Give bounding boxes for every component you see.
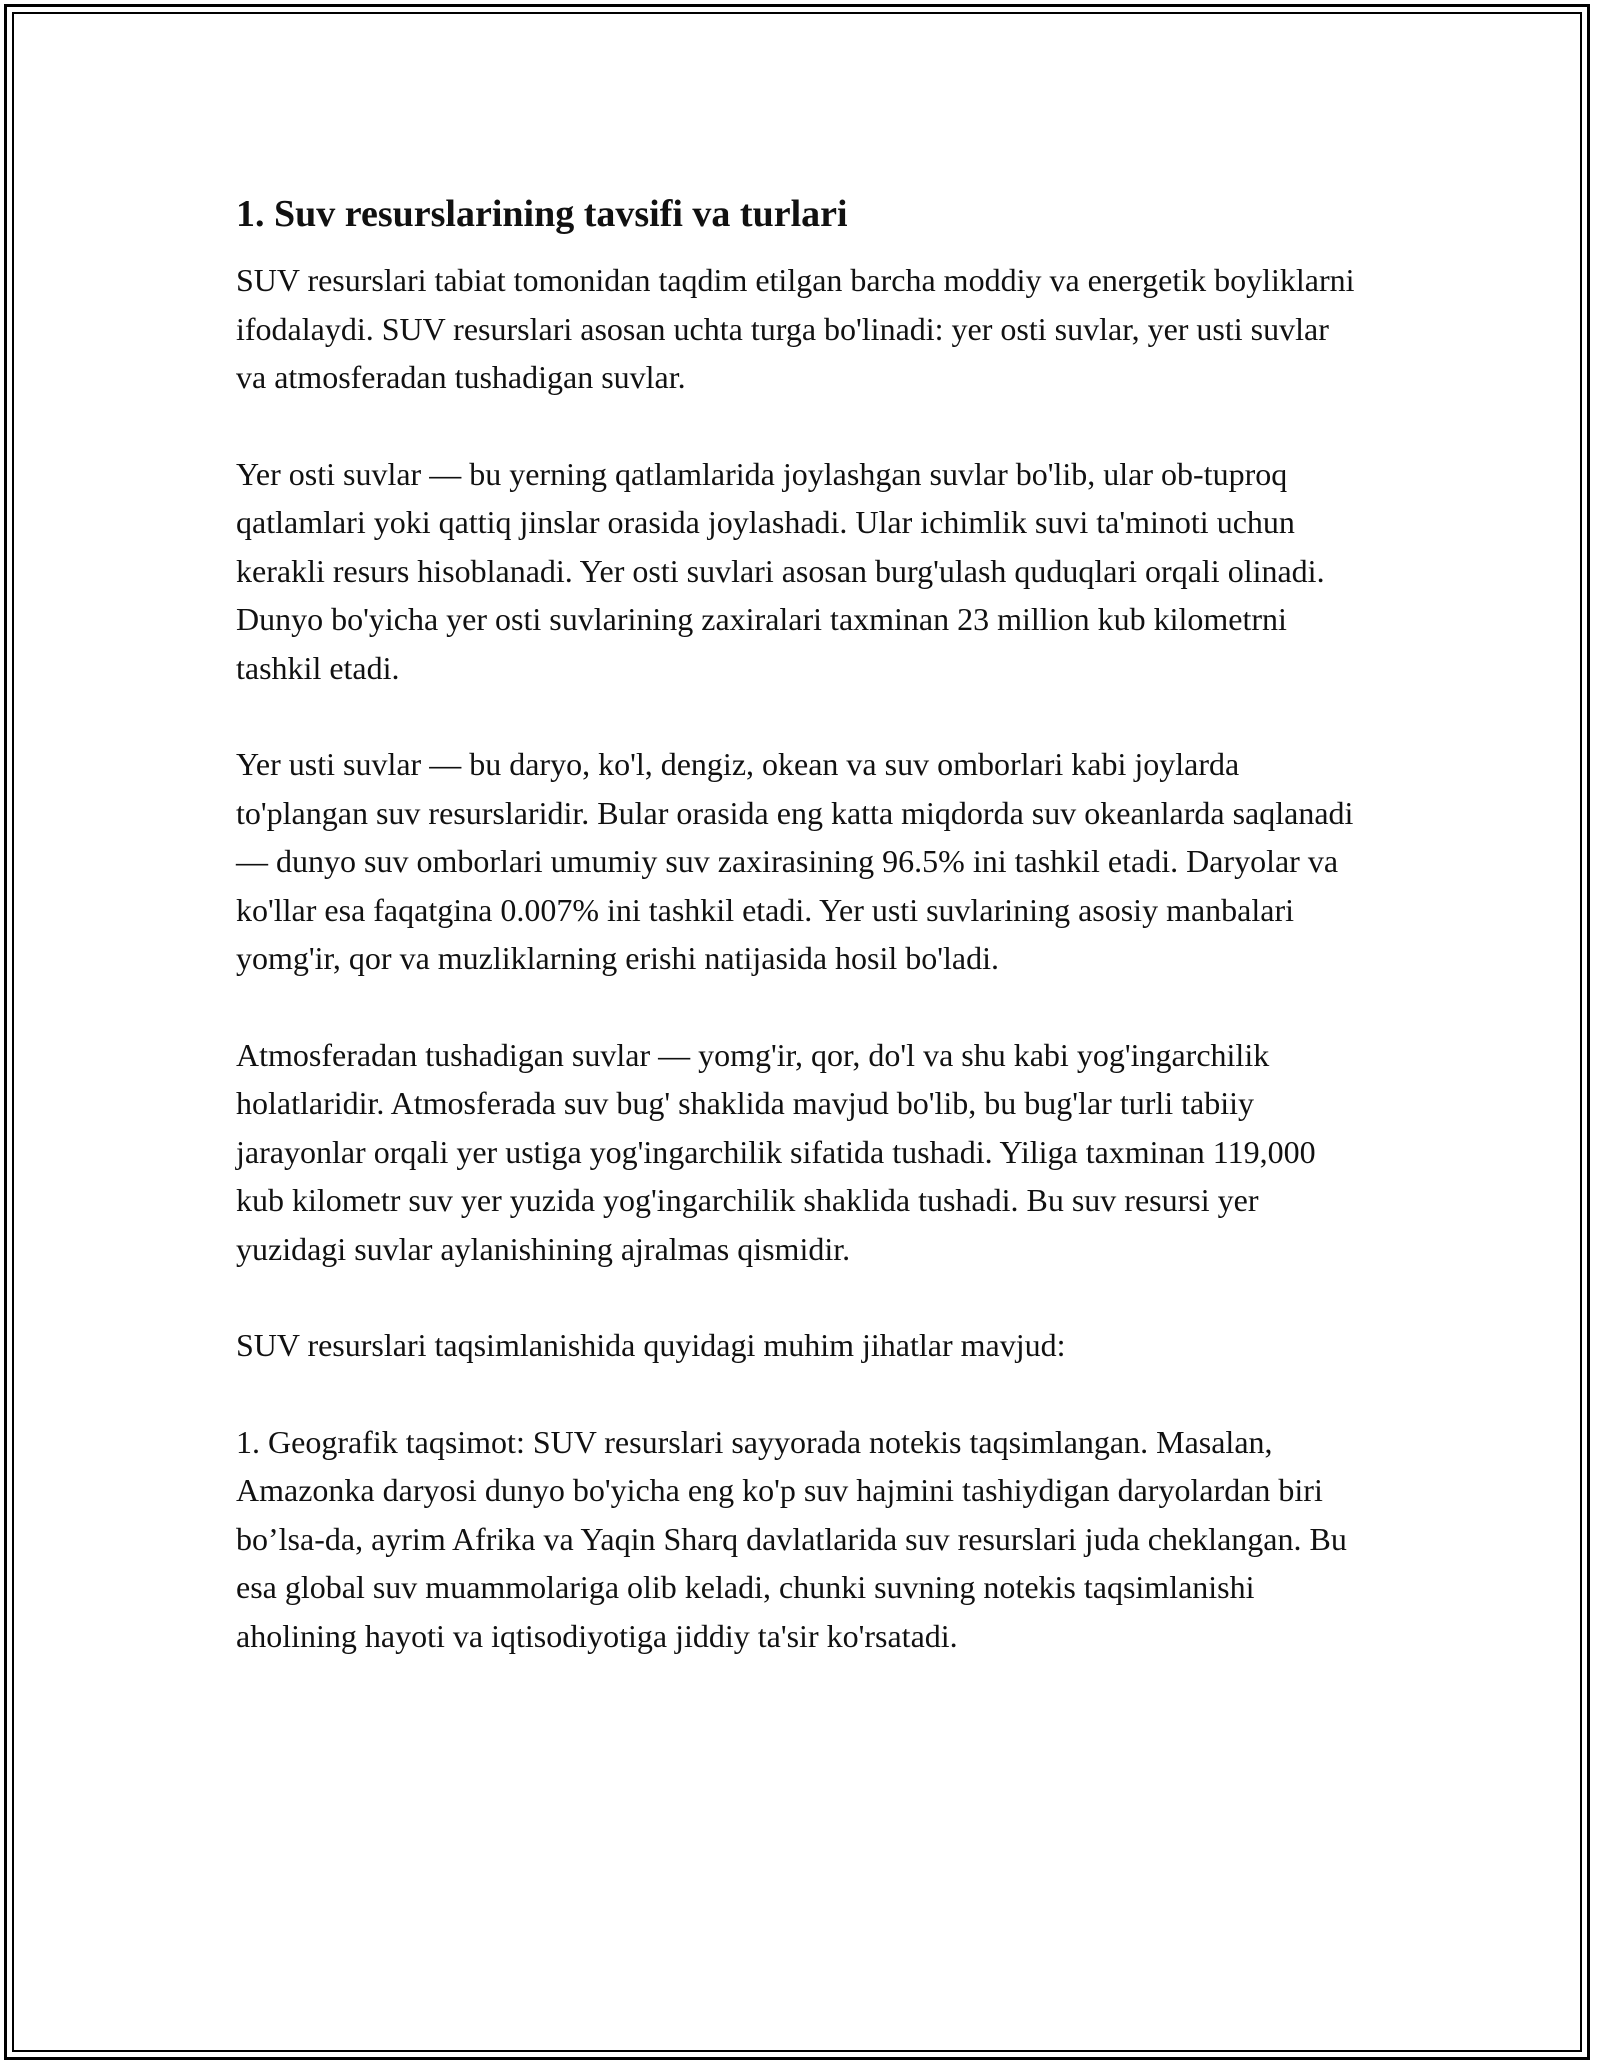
paragraph-precipitation: Atmosferadan tushadigan suvlar — yomg'ir, qor, do'l va shu kabi yog'ingarchilik holatlaridir. Atmosferada suv bug' shaklida mavjud bo'lib, bu bug'lar turli tabiiy jarayonlar orqali yer ustiga yog'ingarchilik sifatida tushadi. Yiliga taxminan 119,000 kub kilometr suv yer yuzida yog'ingarchilik shaklida tushadi. Bu suv resursi yer yuzidagi suvlar aylanishining ajralmas qismidir. (236, 1036, 1316, 1267)
paragraph-intro: SUV resurslari tabiat tomonidan taqdim etilgan barcha moddiy va energetik boyliklarni ifodalaydi. SUV resurslari asosan uchta turga bo'linadi: yer osti suvlar, yer usti suvlar va atmosferadan tushadigan suvlar. (236, 262, 1355, 395)
paragraph-distribution-intro: SUV resurslari taqsimlanishida quyidagi muhim jihatlar mavjud: (236, 1327, 1066, 1363)
document-body (236, 190, 1366, 1660)
paragraph-surface-water: Yer usti suvlar — bu daryo, ko'l, dengiz, okean va suv omborlari kabi joylarda to'plangan suv resurslaridir. Bular orasida eng katta miqdorda suv okeanlarda saqlanadi — dunyo suv omborlari umumiy suv zaxirasining 96.5% ini tashkil etadi. Daryolar va ko'llar esa faqatgina 0.007% ini tashkil etadi. Yer usti suvlarining asosiy manbalari yomg'ir, qor va muzliklarning erishi natijasida hosil bo'ladi. (236, 746, 1354, 976)
section-heading: 1. Suv resurslarining tavsifi va turlari (236, 193, 848, 235)
paragraph-groundwater: Yer osti suvlar — bu yerning qatlamlarida joylashgan suvlar bo'lib, ular ob-tuproq qatlamlari yoki qattiq jinslar orasida joylashadi. Ular ichimlik suvi ta'minoti uchun kerakli resurs hisoblanadi. Yer osti suvlari asosan burg'ulash quduqlari orqali olinadi. Dunyo bo'yicha yer osti suvlarining zaxiralari taxminan 23 million kub kilometrni tashkil etadi. (236, 455, 1325, 686)
paragraph-geographic-distribution: 1. Geografik taqsimot: SUV resurslari sayyorada notekis taqsimlangan. Masalan, Amazonka daryosi dunyo bo'yicha eng ko'p suv hajmini tashiydigan daryolardan biri bo’lsa-da, ayrim Afrika va Yaqin Sharq davlatlarida suv resurslari juda cheklangan. Bu esa global suv muammolariga olib keladi, chunki suvning notekis taqsimlanishi aholining hayoti va iqtisodiyotiga jiddiy ta'sir ko'rsatadi. (236, 1423, 1347, 1654)
